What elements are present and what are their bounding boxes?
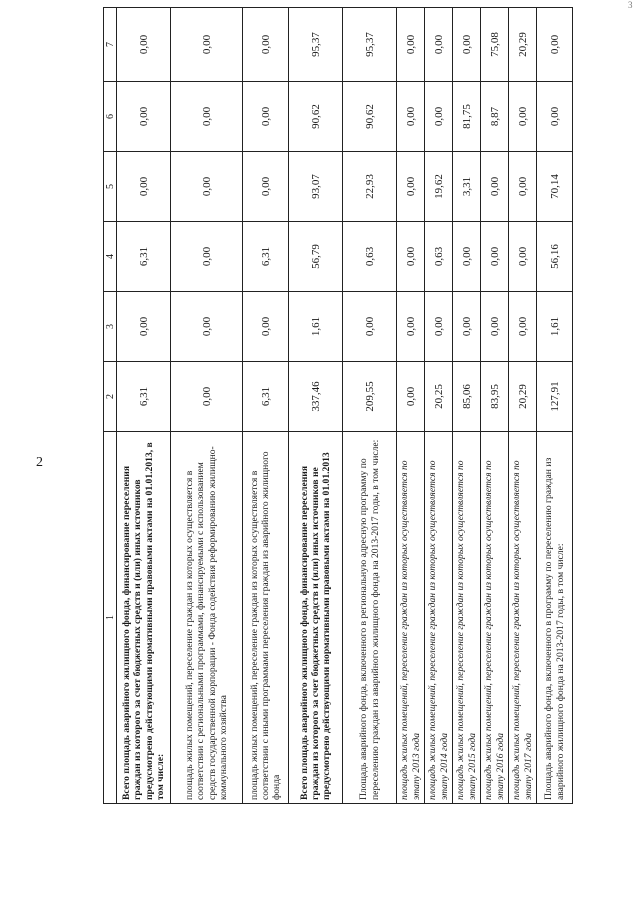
value-cell: 0,00	[481, 222, 509, 292]
value-cell: 0,00	[397, 152, 425, 222]
value-cell: 90,62	[343, 82, 397, 152]
value-cell: 0,00	[453, 8, 481, 82]
value-cell: 0,00	[481, 152, 509, 222]
value-cell: 6,31	[243, 222, 289, 292]
table-row	[453, 8, 481, 804]
value-cell: 0,00	[453, 222, 481, 292]
header-row	[104, 8, 117, 804]
row-label: площадь жилых помещений, переселение граждан из которых осуществляется в соответствии с иными программами переселения граждан из аварийного жилищного фонда	[243, 432, 289, 804]
rotated-table-container	[103, 8, 571, 804]
value-cell: 0,63	[425, 222, 453, 292]
value-cell: 0,00	[425, 82, 453, 152]
value-cell: 0,00	[397, 222, 425, 292]
row-label: площадь жилых помещений, переселение граждан из которых осуществляется по этапу 2016 года	[481, 432, 509, 804]
row-label: площадь жилых помещений, переселение граждан из которых осуществляется по этапу 2015 года	[453, 432, 481, 804]
value-cell: 0,00	[425, 8, 453, 82]
table-row	[397, 8, 425, 804]
header-cell-7: 7	[104, 8, 117, 82]
row-label: площадь жилых помещений, переселение граждан из которых осуществляется в соответствии с региональными программами, финансируемыми с использованием средств государственной корпорации - Фонда содействия реформированию жилищно-коммунального хозяйства	[171, 432, 243, 804]
value-cell: 209,55	[343, 362, 397, 432]
row-label: Всего площадь аварийного жилищного фонда, финансирование переселения граждан из которого за счет бюджетных средств и (или) иных источников не предусмотрено действующими нормативными правовыми актами на 01.01.2013	[289, 432, 343, 804]
table-row	[243, 8, 289, 804]
value-cell: 20,25	[425, 362, 453, 432]
value-cell: 0,00	[397, 82, 425, 152]
value-cell: 0,00	[481, 292, 509, 362]
value-cell: 0,00	[453, 292, 481, 362]
row-label: площадь жилых помещений, переселение граждан из которых осуществляется по этапу 2017 года	[509, 432, 537, 804]
header-cell-6: 6	[104, 82, 117, 152]
value-cell: 6,31	[117, 362, 171, 432]
value-cell: 0,00	[343, 292, 397, 362]
header-cell-2: 2	[104, 362, 117, 432]
header-cell-3: 3	[104, 292, 117, 362]
header-cell-1: 1	[104, 432, 117, 804]
value-cell: 0,00	[509, 152, 537, 222]
value-cell: 95,37	[343, 8, 397, 82]
value-cell: 0,00	[243, 292, 289, 362]
value-cell: 0,00	[397, 8, 425, 82]
value-cell: 0,00	[243, 152, 289, 222]
value-cell: 70,14	[537, 152, 573, 222]
value-cell: 56,79	[289, 222, 343, 292]
value-cell: 0,00	[117, 8, 171, 82]
table-body	[117, 8, 573, 804]
value-cell: 0,00	[117, 152, 171, 222]
value-cell: 0,00	[171, 82, 243, 152]
value-cell: 0,00	[171, 222, 243, 292]
value-cell: 0,00	[397, 362, 425, 432]
value-cell: 85,06	[453, 362, 481, 432]
value-cell: 20,29	[509, 362, 537, 432]
row-label: Площадь аварийного фонда, включенного в региональную адресную программу по переселению граждан из аварийного жилищного фонда на 2013-2017 годы, в том числе:	[343, 432, 397, 804]
row-label: Площадь аварийного фонда, включенного в программу по переселению граждан из аварийного жилищного фонда на 2013-2017 годы, в том числе:	[537, 432, 573, 804]
value-cell: 95,37	[289, 8, 343, 82]
value-cell: 0,00	[117, 292, 171, 362]
value-cell: 8,87	[481, 82, 509, 152]
value-cell: 0,00	[171, 362, 243, 432]
value-cell: 90,62	[289, 82, 343, 152]
row-label: Всего площадь аварийного жилищного фонда, финансирование переселения граждан из которого за счет бюджетных средств и (или) иных источников предусмотрено действующими нормативными правовыми актами на 01.01.2013, в том числе:	[117, 432, 171, 804]
value-cell: 0,63	[343, 222, 397, 292]
value-cell: 19,62	[425, 152, 453, 222]
value-cell: 75,08	[481, 8, 509, 82]
value-cell: 83,95	[481, 362, 509, 432]
page-number: 2	[36, 455, 43, 470]
header-cell-5: 5	[104, 152, 117, 222]
value-cell: 0,00	[171, 152, 243, 222]
table-row	[343, 8, 397, 804]
value-cell: 6,31	[243, 362, 289, 432]
header-cell-4: 4	[104, 222, 117, 292]
value-cell: 0,00	[397, 292, 425, 362]
value-cell: 20,29	[509, 8, 537, 82]
value-cell: 0,00	[243, 82, 289, 152]
value-cell: 6,31	[117, 222, 171, 292]
row-label: площадь жилых помещений, переселение граждан из которых осуществляется по этапу 2014 года	[425, 432, 453, 804]
value-cell: 0,00	[509, 292, 537, 362]
table-row	[425, 8, 453, 804]
table-row	[171, 8, 243, 804]
value-cell: 1,61	[289, 292, 343, 362]
value-cell: 81,75	[453, 82, 481, 152]
value-cell: 0,00	[537, 8, 573, 82]
value-cell: 337,46	[289, 362, 343, 432]
value-cell: 0,00	[537, 82, 573, 152]
value-cell: 0,00	[509, 82, 537, 152]
value-cell: 127,91	[537, 362, 573, 432]
table-row	[509, 8, 537, 804]
corner-mark: 3	[628, 0, 633, 10]
table-row	[481, 8, 509, 804]
housing-fund-table	[103, 7, 573, 804]
table-row	[537, 8, 573, 804]
value-cell: 22,93	[343, 152, 397, 222]
table-row	[117, 8, 171, 804]
table-row	[289, 8, 343, 804]
value-cell: 93,07	[289, 152, 343, 222]
value-cell: 0,00	[509, 222, 537, 292]
value-cell: 3,31	[453, 152, 481, 222]
value-cell: 56,16	[537, 222, 573, 292]
value-cell: 1,61	[537, 292, 573, 362]
row-label: площадь жилых помещений, переселение граждан из которых осуществляется по этапу 2013 года	[397, 432, 425, 804]
value-cell: 0,00	[243, 8, 289, 82]
value-cell: 0,00	[171, 292, 243, 362]
value-cell: 0,00	[171, 8, 243, 82]
value-cell: 0,00	[117, 82, 171, 152]
value-cell: 0,00	[425, 292, 453, 362]
